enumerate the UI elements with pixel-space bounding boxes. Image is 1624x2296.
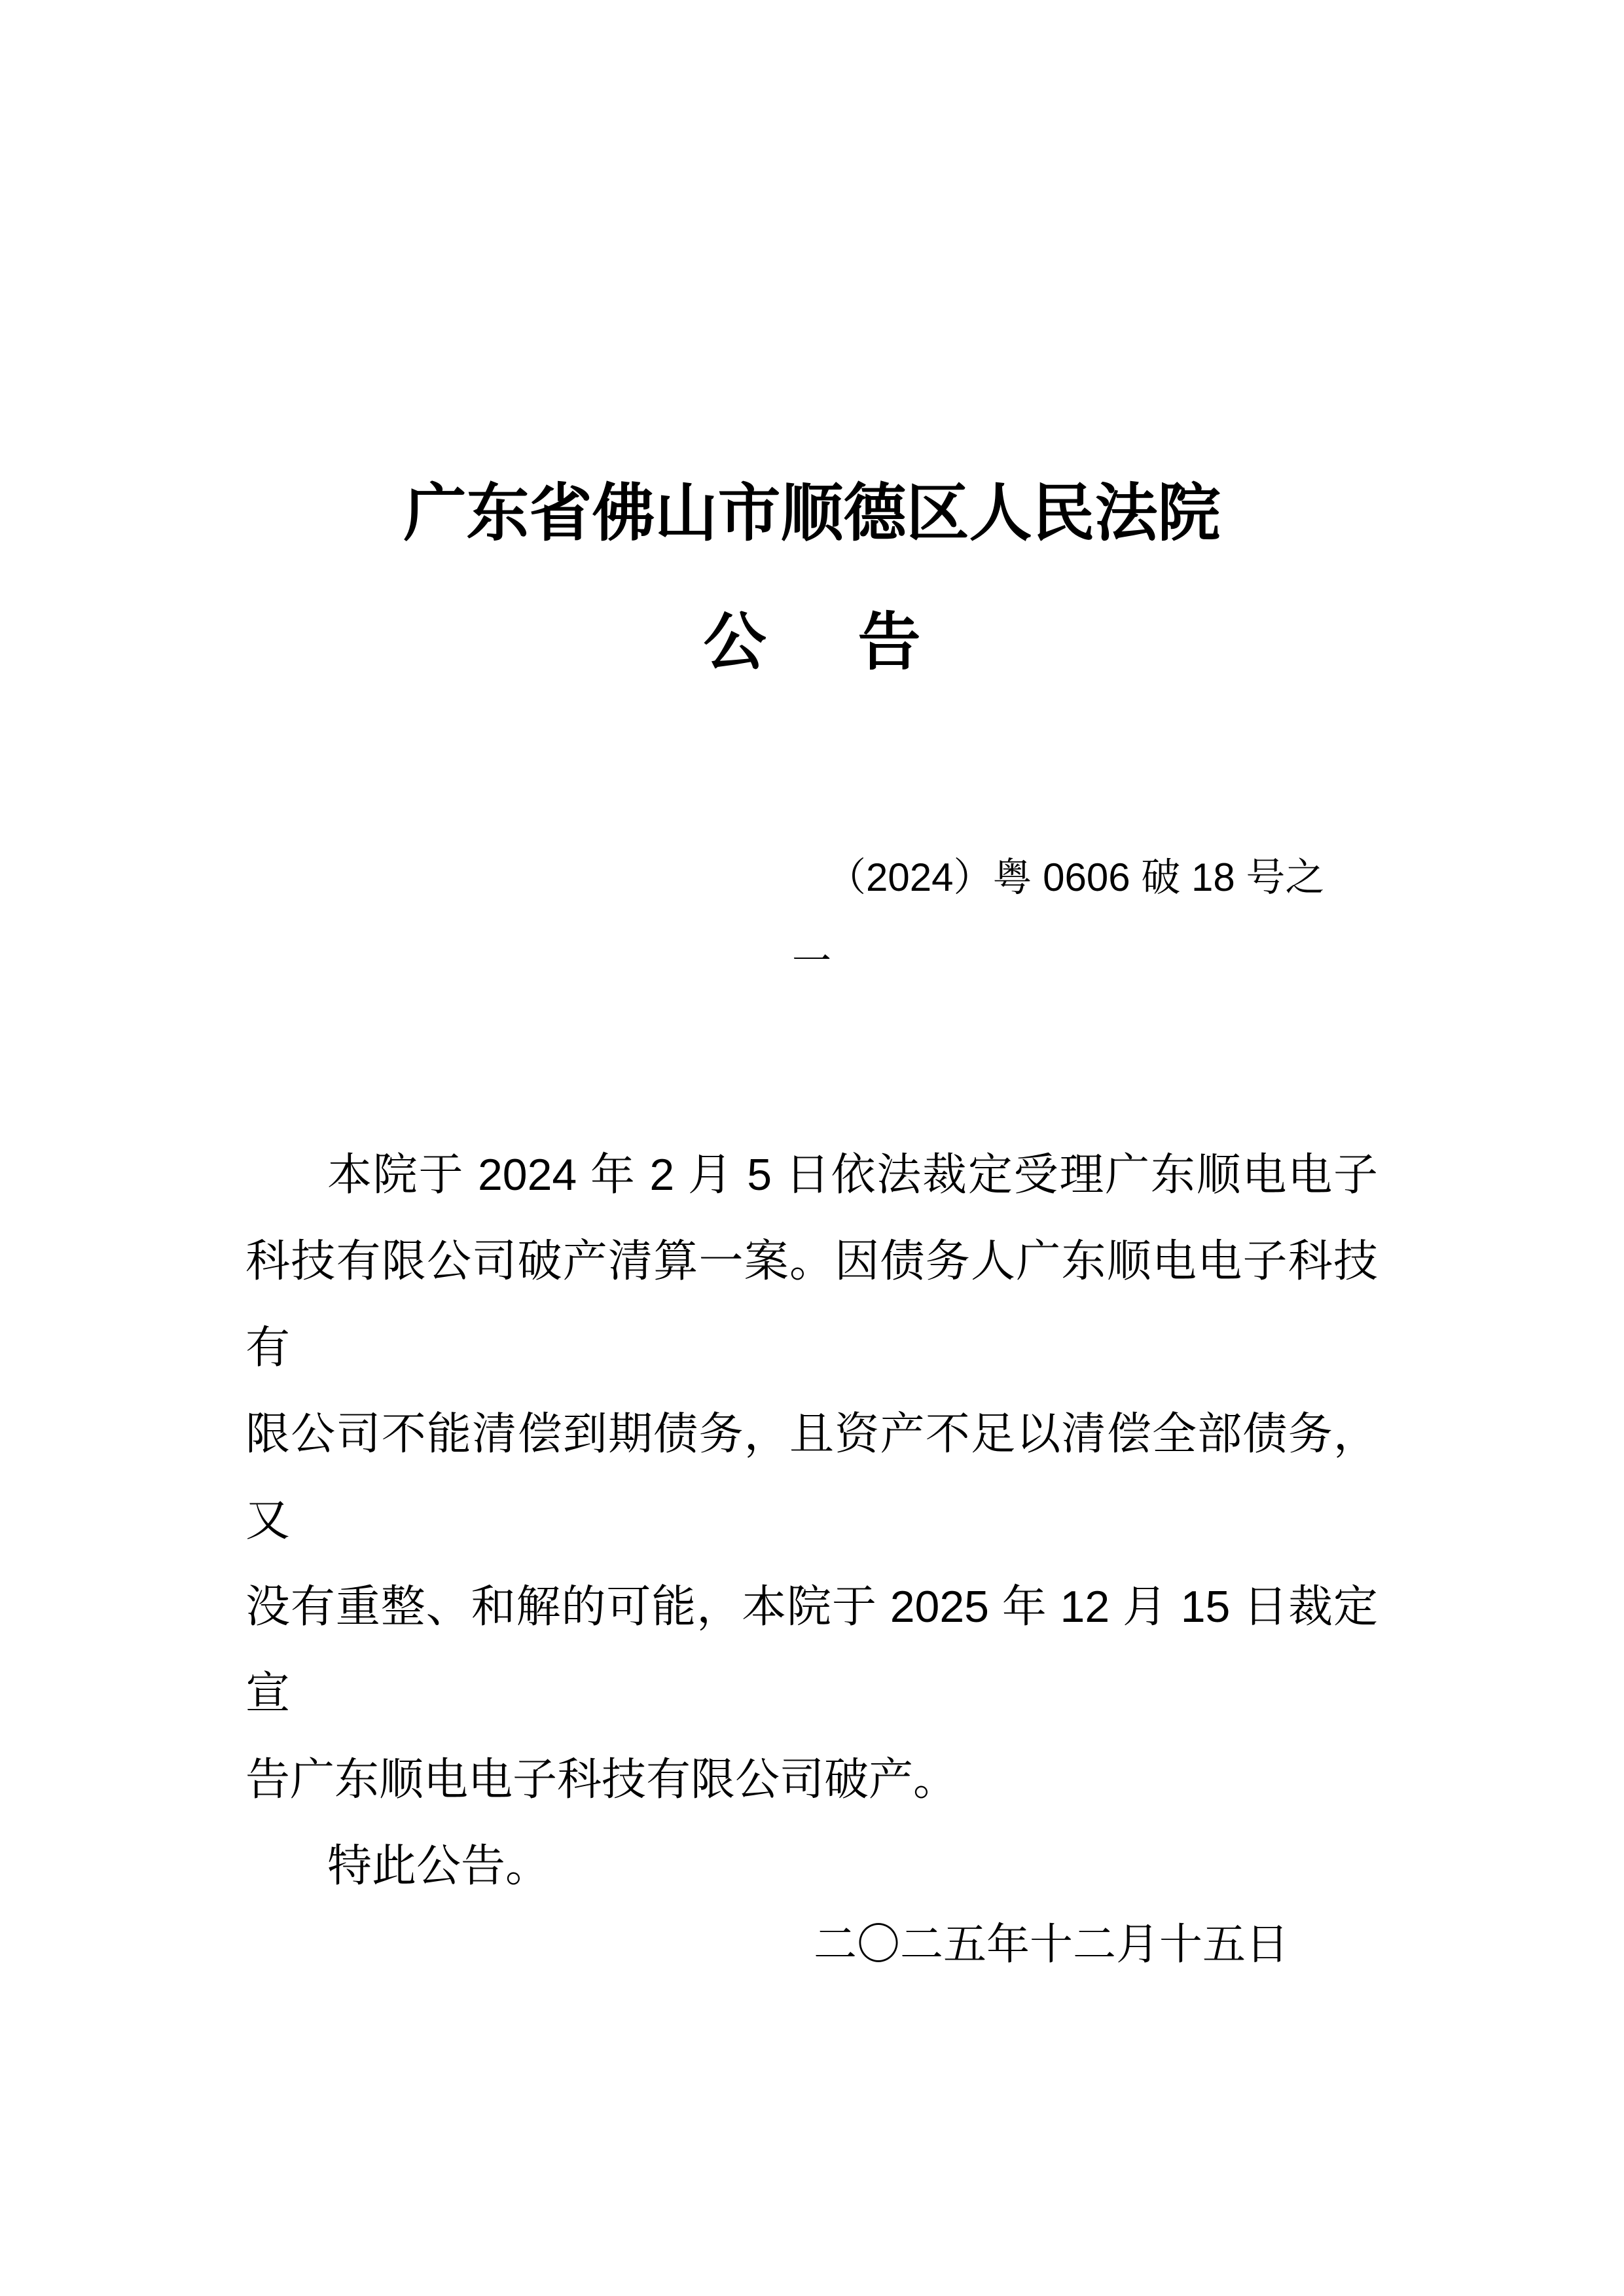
court-name-title: 广东省佛山市顺德区人民法院 bbox=[403, 478, 1221, 548]
body-paragraph bbox=[245, 1132, 1378, 1909]
announcement-title bbox=[0, 609, 1624, 677]
body-line-5: 告广东顺电电子科技有限公司破产。 bbox=[245, 1755, 958, 1804]
announcement-title-char-2: 告 bbox=[857, 607, 921, 677]
body-line-4: 没有重整、和解的可能，本院于 2025 年 12 月 15 日裁定宣 bbox=[245, 1582, 1378, 1718]
body-line-6: 特此公告。 bbox=[327, 1841, 550, 1891]
announcement-title-char-1: 公 bbox=[703, 607, 767, 677]
body-line-1: 本院于 2024 年 2 月 5 日依法裁定受理广东顺电电子 bbox=[327, 1150, 1378, 1200]
case-number-line-2: 一 bbox=[792, 939, 831, 983]
body-line-3: 限公司不能清偿到期债务，且资产不足以清偿全部债务，又 bbox=[245, 1409, 1378, 1545]
date-line: 二〇二五年十二月十五日 bbox=[814, 1920, 1289, 1968]
body-line-2: 科技有限公司破产清算一案。因债务人广东顺电电子科技有 bbox=[245, 1236, 1378, 1372]
case-number-line-1: （2024）粤 0606 破 18 号之 bbox=[827, 855, 1325, 899]
